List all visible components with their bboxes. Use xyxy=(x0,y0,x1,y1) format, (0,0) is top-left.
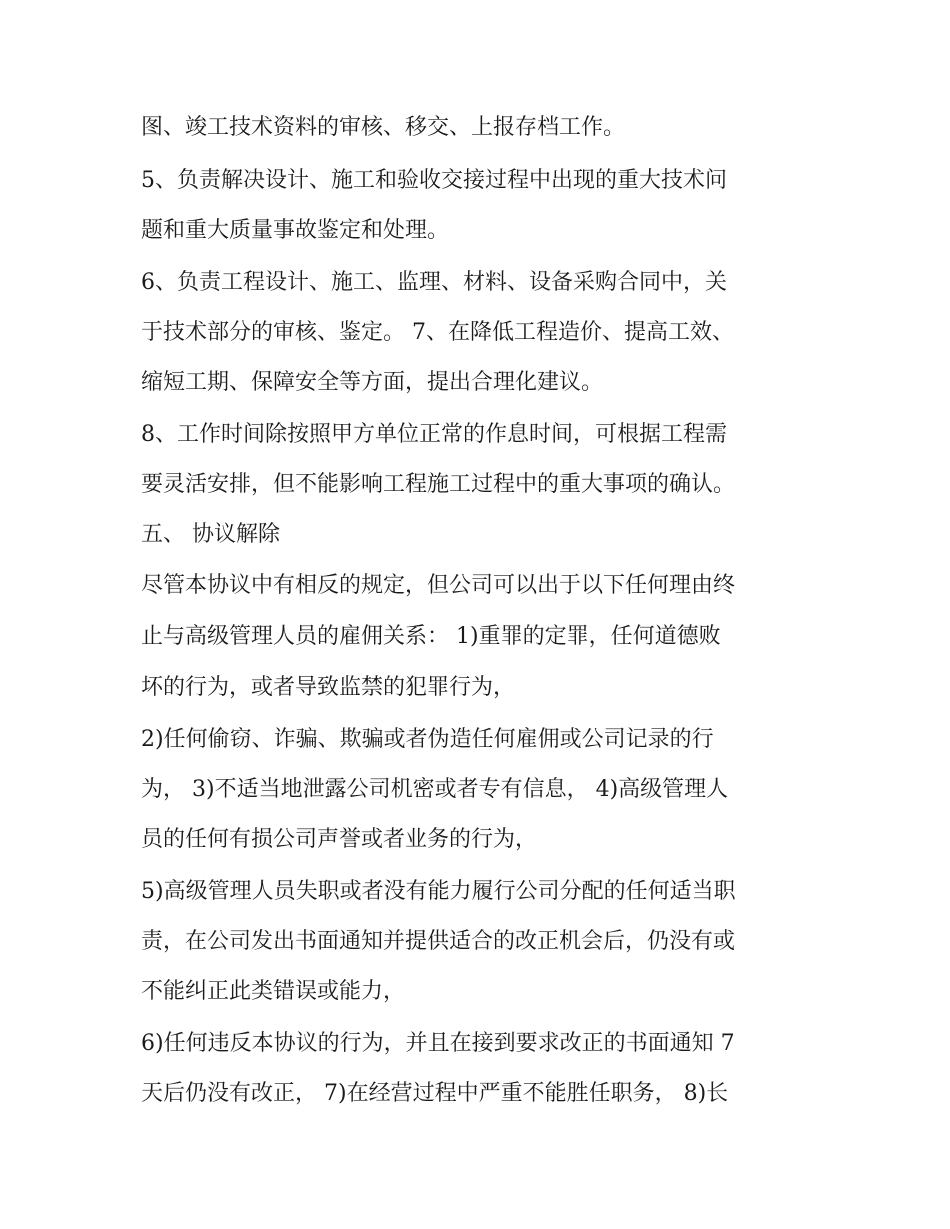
text-line: 为， 3)不适当地泄露公司机密或者专有信息， 4)高级管理人 xyxy=(141,777,729,802)
text-line: 止与高级管理人员的雇佣关系： 1)重罪的定罪，任何道德败 xyxy=(141,624,721,649)
text-line: 6、负责工程设计、施工、监理、材料、设备采购合同中，关 xyxy=(141,270,727,295)
text-line: 要灵活安排，但不能影响工程施工过程中的重大事项的确认。 xyxy=(141,472,736,497)
text-line: 员的任何有损公司声誉或者业务的行为， xyxy=(141,827,538,852)
section-heading: 五、 协议解除 xyxy=(141,522,280,547)
text-line: 尽管本协议中有相反的规定，但公司可以出于以下任何理由终 xyxy=(141,573,736,598)
text-line: 6)任何违反本协议的行为，并且在接到要求改正的书面通知 7 xyxy=(141,1031,735,1056)
text-line: 2)任何偷窃、诈骗、欺骗或者伪造任何雇佣或公司记录的行 xyxy=(141,727,714,752)
text-line: 题和重大质量事故鉴定和处理。 xyxy=(141,218,450,243)
text-line: 责，在公司发出书面通知并提供适合的改正机会后，仍没有或 xyxy=(141,929,736,954)
text-line: 图、竣工技术资料的审核、移交、上报存档工作。 xyxy=(141,115,626,140)
text-line: 5)高级管理人员失职或者没有能力履行公司分配的任何适当职 xyxy=(141,879,736,904)
text-line: 天后仍没有改正， 7)在经营过程中严重不能胜任职务， 8)长 xyxy=(141,1081,729,1106)
text-line: 5、负责解决设计、施工和验收交接过程中出现的重大技术问 xyxy=(141,168,727,193)
text-line: 缩短工期、保障安全等方面，提出合理化建议。 xyxy=(141,370,604,395)
text-line: 8、工作时间除按照甲方单位正常的作息时间，可根据工程需 xyxy=(141,422,727,447)
text-line: 不能纠正此类错误或能力， xyxy=(141,979,406,1004)
text-line: 坏的行为，或者导致监禁的犯罪行为， xyxy=(141,675,516,700)
text-line: 于技术部分的审核、鉴定。 7、在降低工程造价、提高工效、 xyxy=(141,320,734,345)
